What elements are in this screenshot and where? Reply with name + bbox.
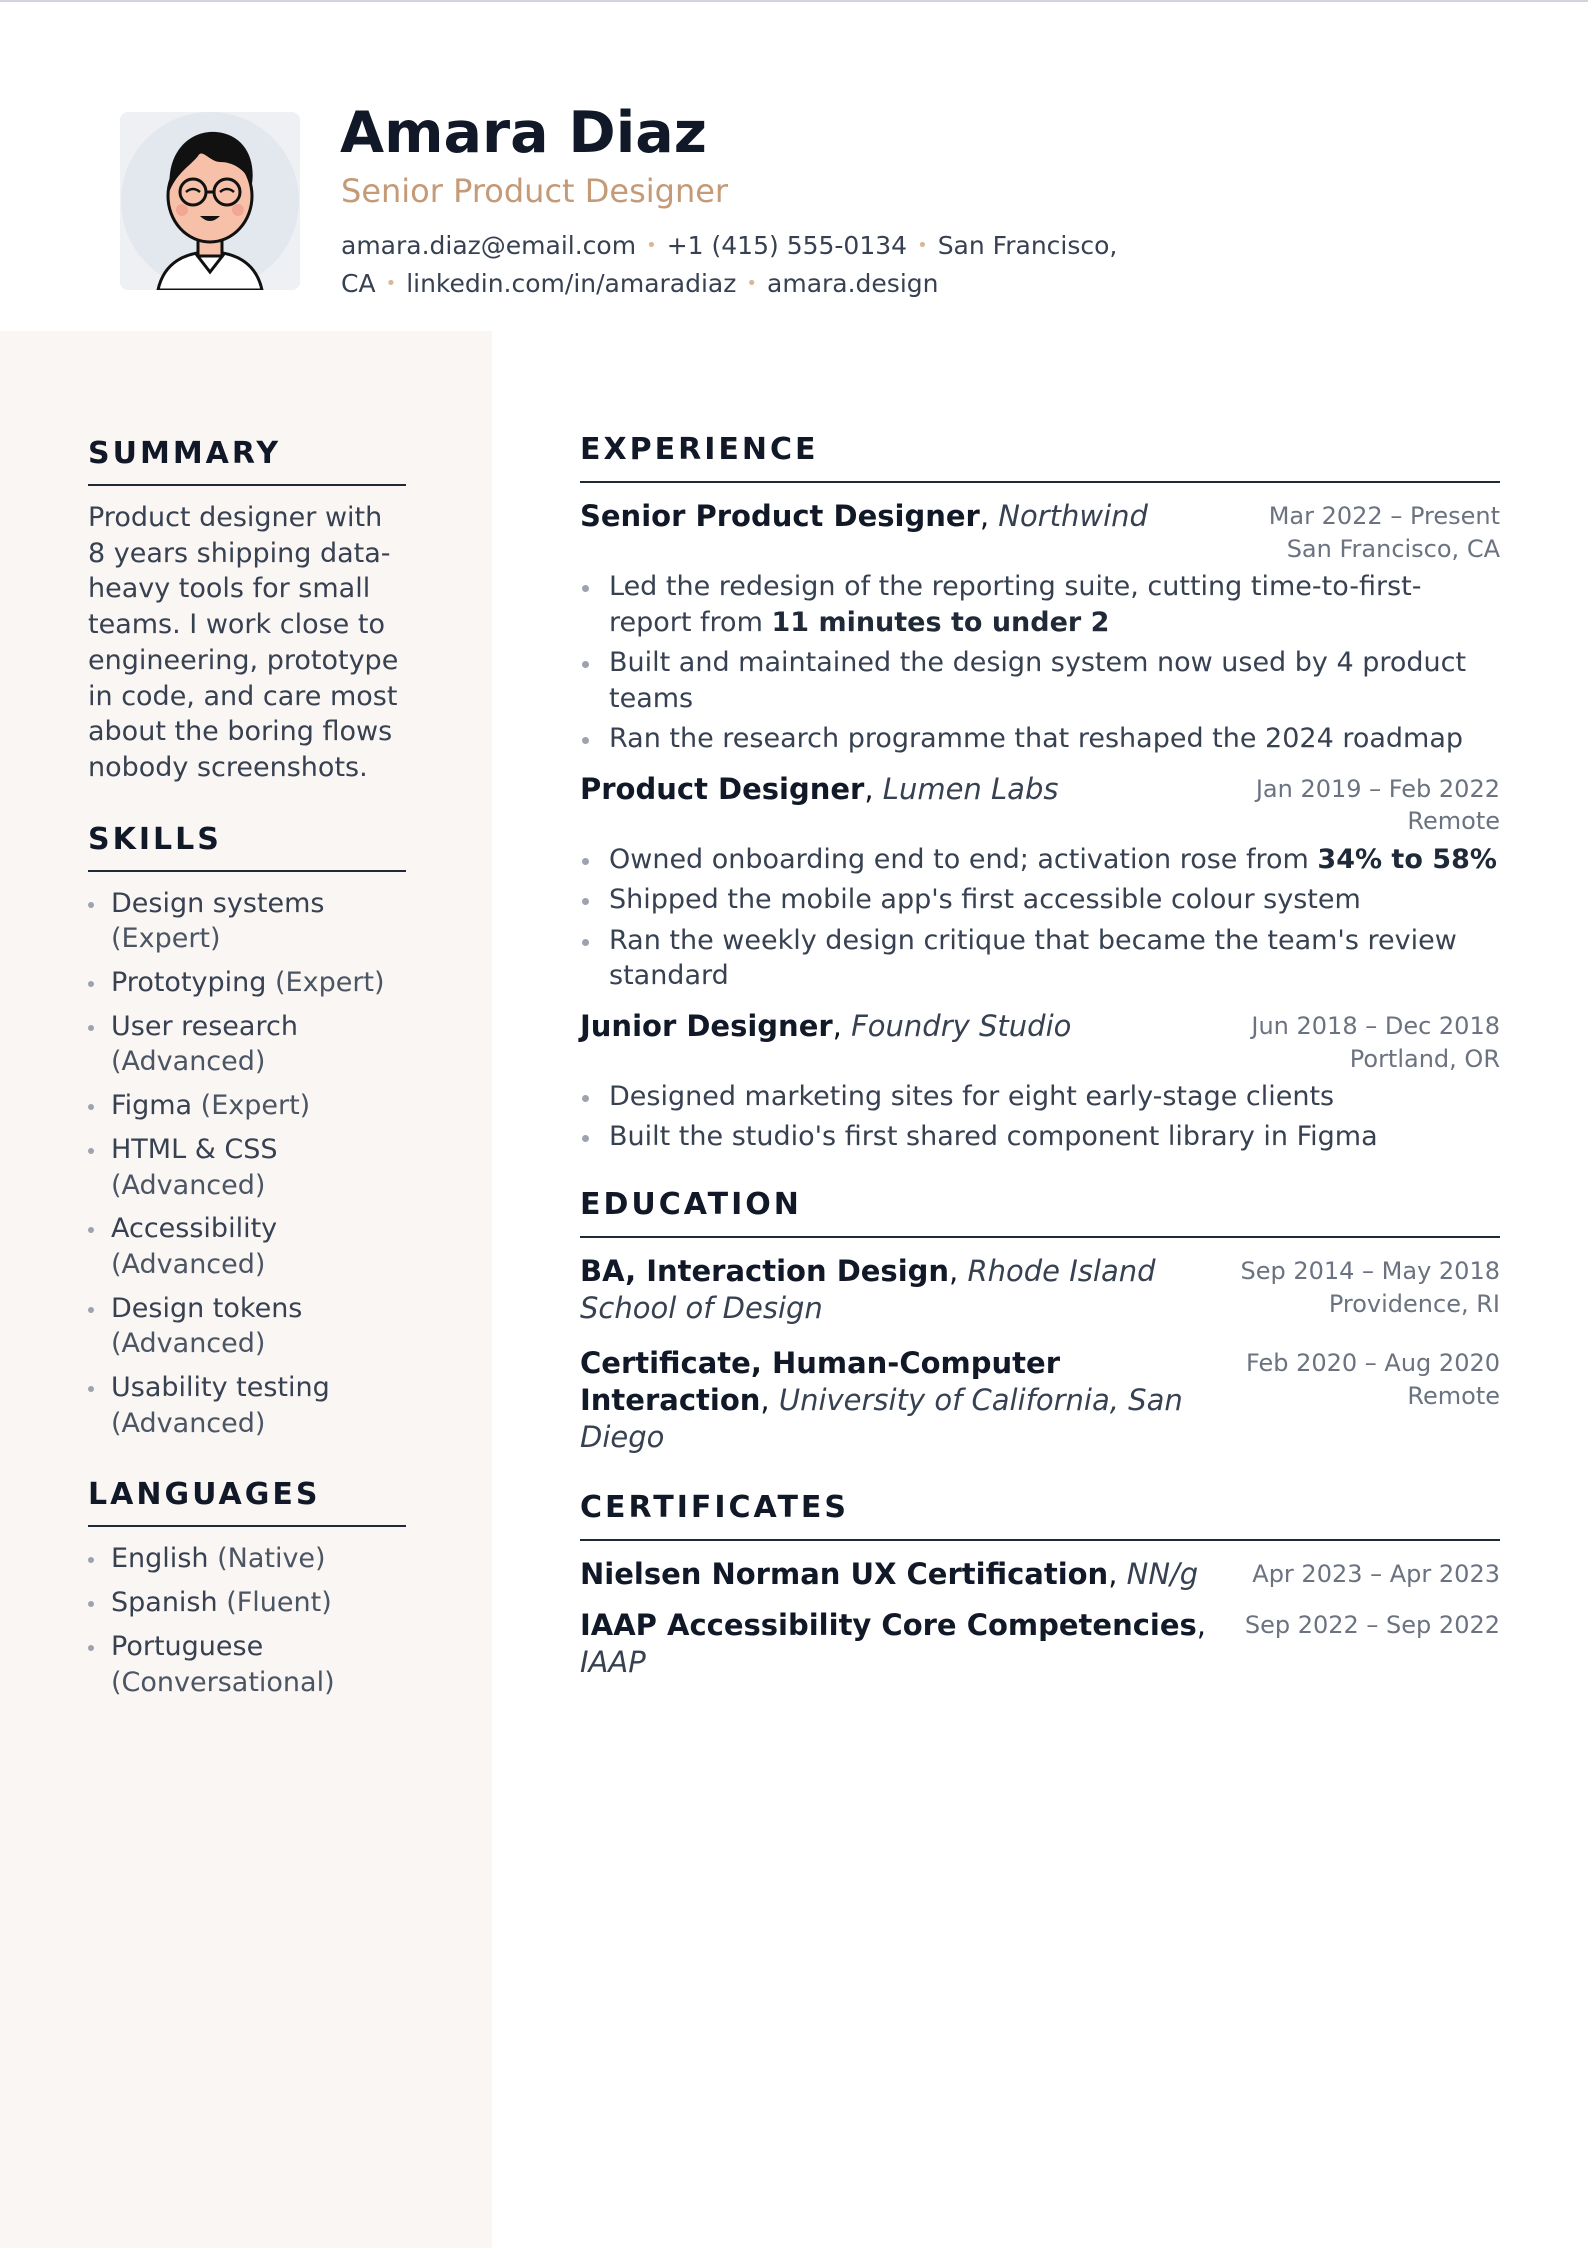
experience-entry: Junior Designer, Foundry Studio Jun 2018 – Dec 2018 Portland, OR Designed marketing sites for eight early-stage clients Built the studio's first shared component library in Figma bbox=[580, 1008, 1500, 1155]
job-bullets bbox=[580, 569, 1500, 757]
list-item bbox=[88, 1132, 406, 1203]
job-bullets bbox=[580, 842, 1500, 994]
language-level: (Fluent) bbox=[226, 1587, 332, 1619]
bullet-highlight: 11 minutes to under 2 bbox=[771, 606, 1110, 638]
education-heading: EDUCATION bbox=[580, 1185, 1500, 1238]
list-item bbox=[580, 1119, 1500, 1155]
list-item bbox=[88, 1541, 406, 1577]
skill-name: Usability testing bbox=[111, 1372, 330, 1404]
list-item bbox=[88, 1211, 406, 1282]
skill-name: Accessibility bbox=[111, 1213, 278, 1245]
certificate-entry: Nielsen Norman UX Certification, NN/g Apr 2023 – Apr 2023 bbox=[580, 1557, 1500, 1592]
job-location: Remote bbox=[1407, 807, 1500, 836]
separator-dot: • bbox=[646, 235, 657, 256]
education-entry: Certificate, Human-Computer Interaction, University of California, San Diego Feb 2020 – Aug 2020 Remote bbox=[580, 1346, 1500, 1455]
list-item bbox=[580, 1079, 1500, 1115]
contact-email[interactable]: amara.diaz@email.com bbox=[341, 231, 637, 260]
list-item bbox=[580, 882, 1500, 918]
languages-list bbox=[88, 1541, 406, 1700]
job-dates: Mar 2022 – Present bbox=[1268, 502, 1500, 530]
skill-name: Prototyping bbox=[111, 967, 267, 999]
list-item bbox=[88, 1585, 406, 1621]
job-location: Portland, OR bbox=[1349, 1044, 1500, 1073]
summary-text: Product designer with 8 years shipping data-heavy tools for small teams. I work close to engineering, prototype in code, and care most about the boring flows nobody screenshots. bbox=[88, 502, 399, 783]
summary-heading: SUMMARY bbox=[88, 434, 406, 486]
skill-level: (Advanced) bbox=[111, 1169, 266, 1201]
certificate-dates: Apr 2023 – Apr 2023 bbox=[1252, 1560, 1500, 1589]
list-item bbox=[88, 965, 406, 1001]
skill-level: (Expert) bbox=[200, 1090, 311, 1122]
list-item bbox=[88, 1088, 406, 1124]
degree: BA, Interaction Design bbox=[580, 1254, 950, 1289]
language-level: (Native) bbox=[217, 1543, 326, 1575]
degree: Certificate, Human-Computer Interaction bbox=[580, 1346, 1061, 1418]
job-role: Junior Designer bbox=[580, 1009, 833, 1044]
job-dates: Jun 2018 – Dec 2018 bbox=[1251, 1012, 1500, 1041]
list-item bbox=[580, 842, 1500, 878]
skills-heading: SKILLS bbox=[88, 820, 406, 872]
avatar bbox=[120, 112, 300, 290]
languages-heading: LANGUAGES bbox=[88, 1475, 406, 1527]
skill-name: User research bbox=[111, 1010, 298, 1042]
experience-entry: Product Designer, Lumen Labs Jan 2019 – Feb 2022 Remote Owned onboarding end to end; activation rose from 34% to 58% Shipped the mobile app's first accessible colour system Ran the weekly design critique that became the team's review standard bbox=[580, 771, 1500, 994]
bullet-text: Led the redesign of the reporting suite, cutting time-to-first-report from bbox=[609, 571, 1422, 638]
bullet-text: Built and maintained the design system now used by 4 product teams bbox=[609, 647, 1467, 714]
language-name: English bbox=[111, 1543, 209, 1575]
experience-heading: EXPERIENCE bbox=[580, 430, 1500, 483]
list-item bbox=[580, 569, 1500, 640]
skills-list bbox=[88, 886, 406, 1442]
education-location: Remote bbox=[1407, 1381, 1500, 1410]
certificate-dates: Sep 2022 – Sep 2022 bbox=[1244, 1611, 1500, 1640]
bullet-text: Ran the weekly design critique that became the team's review standard bbox=[609, 924, 1457, 992]
education-dates: Feb 2020 – Aug 2020 bbox=[1245, 1349, 1500, 1378]
contact-line bbox=[341, 228, 1131, 304]
certificate-issuer: NN/g bbox=[1126, 1557, 1199, 1592]
list-item bbox=[88, 1009, 406, 1080]
school: University of California, San Diego bbox=[580, 1383, 1183, 1455]
school: Rhode Island School of Design bbox=[580, 1254, 1156, 1326]
certificate-issuer: IAAP bbox=[580, 1645, 646, 1680]
skill-name: Design tokens bbox=[111, 1292, 303, 1324]
page-top-rule bbox=[0, 0, 1588, 2]
bullet-text: Ran the research programme that reshaped the 2024 roadmap bbox=[609, 723, 1464, 755]
language-name: Portuguese bbox=[111, 1630, 264, 1662]
contact-phone[interactable]: +1 (415) 555-0134 bbox=[666, 231, 908, 260]
skill-name: HTML & CSS bbox=[111, 1133, 278, 1165]
skill-level: (Advanced) bbox=[111, 1046, 266, 1078]
bullet-text: Owned onboarding end to end; activation rose from bbox=[609, 843, 1318, 875]
contact-linkedin[interactable]: linkedin.com/in/amaradiaz bbox=[406, 269, 737, 298]
separator-dot: • bbox=[746, 273, 758, 294]
language-level: (Conversational) bbox=[111, 1666, 335, 1698]
contact-website[interactable]: amara.design bbox=[767, 269, 939, 298]
list-item bbox=[88, 1291, 406, 1362]
bullet-highlight: 34% to 58% bbox=[1317, 843, 1497, 875]
main-column bbox=[580, 430, 1500, 1681]
list-item bbox=[580, 923, 1500, 994]
education-dates: Sep 2014 – May 2018 bbox=[1240, 1257, 1500, 1286]
candidate-title: Senior Product Designer bbox=[341, 172, 729, 210]
job-role: Senior Product Designer bbox=[580, 499, 980, 533]
certificate-name: Nielsen Norman UX Certification bbox=[580, 1557, 1109, 1592]
job-role: Product Designer bbox=[580, 771, 865, 806]
job-location: San Francisco, CA bbox=[1286, 534, 1500, 563]
certificate-entry: IAAP Accessibility Core Competencies, IAAP Sep 2022 – Sep 2022 bbox=[580, 1608, 1500, 1680]
skill-level: (Advanced) bbox=[111, 1328, 266, 1360]
skill-level: (Expert) bbox=[111, 923, 221, 955]
job-company: Lumen Labs bbox=[882, 771, 1059, 806]
separator-dot: • bbox=[385, 273, 397, 294]
bullet-text: Built the studio's first shared component library in Figma bbox=[609, 1121, 1378, 1153]
list-item bbox=[88, 886, 406, 957]
job-dates: Jan 2019 – Feb 2022 bbox=[1255, 774, 1500, 803]
skill-level: (Advanced) bbox=[111, 1248, 266, 1280]
certificate-name: IAAP Accessibility Core Competencies bbox=[580, 1608, 1197, 1643]
list-item bbox=[88, 1370, 406, 1441]
contact-location: San Francisco, CA bbox=[341, 231, 1118, 298]
experience-entry: Senior Product Designer, Northwind Mar 2022 – Present San Francisco, CA Led the redesign of the reporting suite, cutting time-to-first-report from 11 minutes to under 2 Built and maintained the design system now used by 4 product teams Ran the research programme that reshaped the 2024 roadmap bbox=[580, 498, 1500, 757]
certificates-heading: CERTIFICATES bbox=[580, 1488, 1500, 1541]
job-company: Northwind bbox=[998, 499, 1148, 533]
candidate-name: Amara Diaz bbox=[340, 100, 707, 166]
job-bullets bbox=[580, 1079, 1500, 1155]
skill-level: (Advanced) bbox=[111, 1407, 266, 1439]
list-item bbox=[580, 645, 1500, 716]
education-location: Providence, RI bbox=[1328, 1289, 1500, 1318]
list-item bbox=[88, 1629, 406, 1700]
education-entry: BA, Interaction Design, Rhode Island School of Design Sep 2014 – May 2018 Providence, RI bbox=[580, 1254, 1500, 1326]
skill-level: (Expert) bbox=[275, 967, 385, 999]
sidebar bbox=[0, 331, 492, 2248]
language-name: Spanish bbox=[111, 1587, 218, 1619]
bullet-text: Designed marketing sites for eight early-stage clients bbox=[609, 1081, 1335, 1113]
person-illustration-icon bbox=[120, 112, 300, 290]
separator-dot: • bbox=[917, 235, 928, 256]
list-item bbox=[580, 721, 1500, 757]
job-company: Foundry Studio bbox=[851, 1009, 1072, 1044]
bullet-text: Shipped the mobile app's first accessible colour system bbox=[609, 884, 1361, 916]
skill-name: Design systems bbox=[111, 887, 325, 919]
skill-name: Figma bbox=[111, 1090, 193, 1122]
